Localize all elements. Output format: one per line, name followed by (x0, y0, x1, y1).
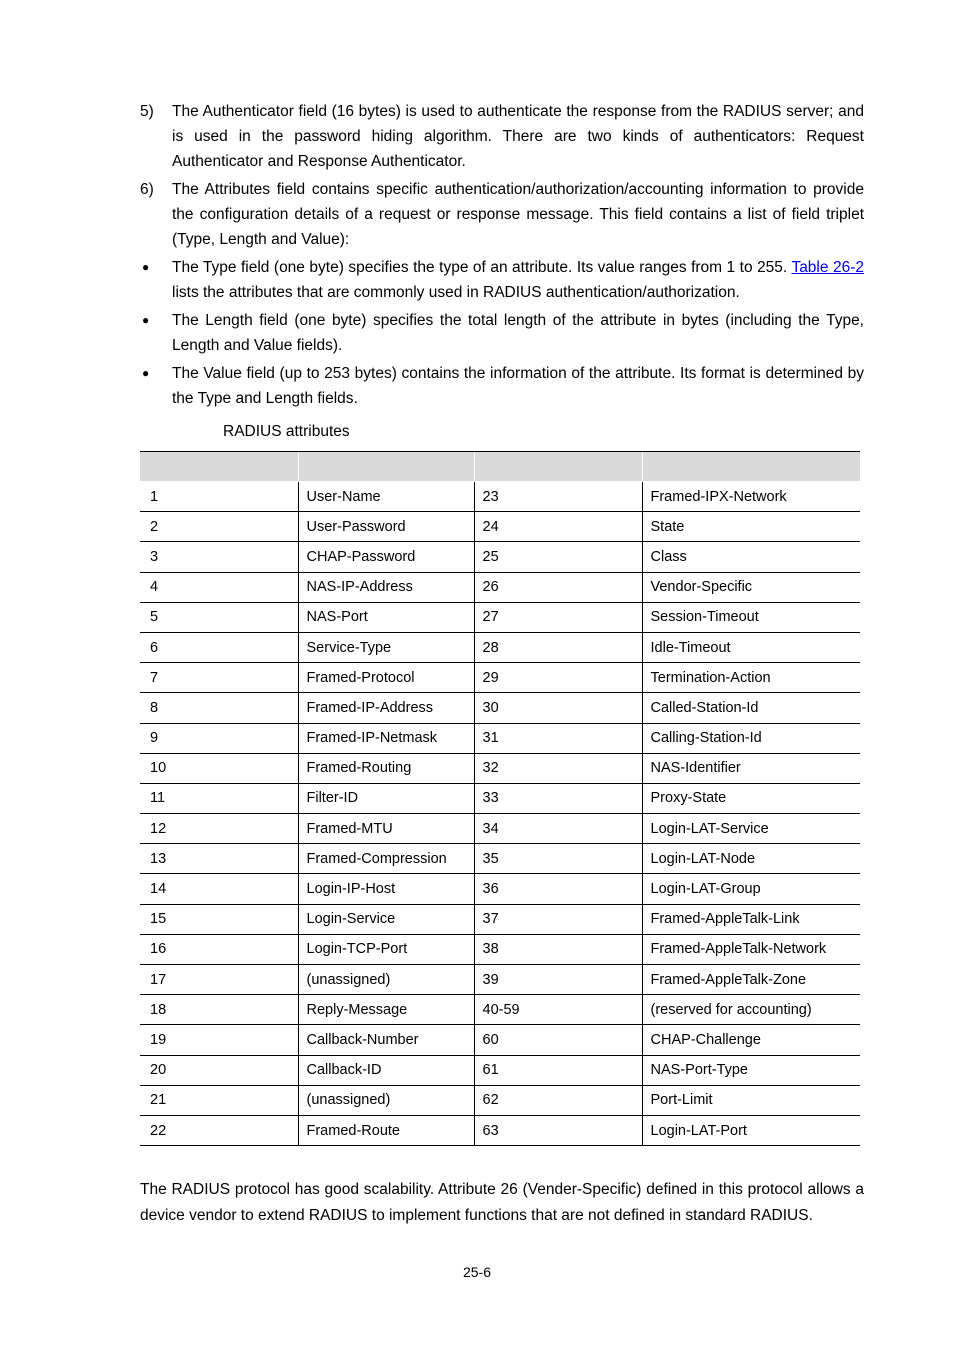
numbered-item-6 (140, 177, 864, 252)
table-cell: 1 (140, 482, 298, 512)
table-cell: Reply-Message (298, 995, 474, 1025)
table-cell: 5 (140, 602, 298, 632)
table-cell: 60 (474, 1025, 642, 1055)
table-cell: 38 (474, 934, 642, 964)
table-cell: (unassigned) (298, 965, 474, 995)
table-cell: 14 (140, 874, 298, 904)
table-cell: 24 (474, 512, 642, 542)
table-cell: 36 (474, 874, 642, 904)
item-text: The Attributes field contains specific authentication/authorization/accounting information to provide the configuration details of a request or response message. This field contains a list of field triplet (Type, Length and Value): (172, 181, 864, 248)
table-cell: User-Name (298, 482, 474, 512)
table-cell: Framed-AppleTalk-Link (642, 904, 860, 934)
table-cell: (unassigned) (298, 1085, 474, 1115)
table-cell: 12 (140, 814, 298, 844)
table-reference-link[interactable]: Table 26-2 (791, 259, 864, 276)
table-cell: Login-LAT-Group (642, 874, 860, 904)
table-cell: Callback-ID (298, 1055, 474, 1085)
item-marker: 6) (140, 181, 154, 198)
bullet-type-field (140, 255, 864, 305)
table-cell: Callback-Number (298, 1025, 474, 1055)
table-cell: 31 (474, 723, 642, 753)
table-row (140, 723, 860, 753)
table-row (140, 934, 860, 964)
table-row (140, 663, 860, 693)
table-cell: 62 (474, 1085, 642, 1115)
bullet-text (172, 255, 864, 305)
table-cell: Framed-Route (298, 1115, 474, 1145)
table-cell: Login-Service (298, 904, 474, 934)
table-cell: 39 (474, 965, 642, 995)
table-cell: 15 (140, 904, 298, 934)
table-body (140, 482, 860, 1146)
table-row (140, 1085, 860, 1115)
page-number: 25-6 (462, 1264, 492, 1280)
table-cell: Called-Station-Id (642, 693, 860, 723)
table-row (140, 753, 860, 783)
table-cell: NAS-Identifier (642, 753, 860, 783)
bullet-icon: ● (142, 313, 150, 327)
table-row (140, 1055, 860, 1085)
table-cell: Termination-Action (642, 663, 860, 693)
table-cell: 18 (140, 995, 298, 1025)
table-row (140, 844, 860, 874)
table-cell: Class (642, 542, 860, 572)
table-row (140, 572, 860, 602)
table-cell: 9 (140, 723, 298, 753)
table-cell: 28 (474, 632, 642, 662)
table-cell: 29 (474, 663, 642, 693)
closing-paragraph: The RADIUS protocol has good scalability. Attribute 26 (Vender-Specific) defined in this protocol allows a device vendor to extend RADIUS to implement functions that are not defined in standard RADIUS. (140, 1181, 864, 1224)
table-cell: Filter-ID (298, 783, 474, 813)
table-row (140, 783, 860, 813)
table-cell: 4 (140, 572, 298, 602)
table-header-row (140, 452, 860, 482)
header-cell (140, 452, 298, 482)
table-cell: Login-LAT-Node (642, 844, 860, 874)
table-cell: 19 (140, 1025, 298, 1055)
table-caption: RADIUS attributes (223, 423, 350, 440)
table-row (140, 1025, 860, 1055)
table-cell: 20 (140, 1055, 298, 1085)
table-cell: 2 (140, 512, 298, 542)
table-cell: 6 (140, 632, 298, 662)
table-cell: CHAP-Password (298, 542, 474, 572)
table-row (140, 814, 860, 844)
table-cell: 25 (474, 542, 642, 572)
table-cell: Idle-Timeout (642, 632, 860, 662)
bullet-length-field (140, 308, 864, 358)
header-cell (298, 452, 474, 482)
table-cell: 8 (140, 693, 298, 723)
table-cell: 32 (474, 753, 642, 783)
table-row (140, 482, 860, 512)
table-cell: 21 (140, 1085, 298, 1115)
table-row (140, 632, 860, 662)
table-cell: CHAP-Challenge (642, 1025, 860, 1055)
table-cell: Framed-AppleTalk-Zone (642, 965, 860, 995)
table-cell: 3 (140, 542, 298, 572)
table-cell: (reserved for accounting) (642, 995, 860, 1025)
table-row (140, 602, 860, 632)
bullet-text-part: The Type field (one byte) specifies the type of an attribute. Its value ranges from 1 to 255. (172, 259, 792, 276)
table-cell: 30 (474, 693, 642, 723)
header-cell (642, 452, 860, 482)
table-cell: 40-59 (474, 995, 642, 1025)
table-cell: Login-LAT-Service (642, 814, 860, 844)
table-cell: 11 (140, 783, 298, 813)
table-cell: 63 (474, 1115, 642, 1145)
table-cell: Framed-IPX-Network (642, 482, 860, 512)
table-cell: Calling-Station-Id (642, 723, 860, 753)
table-row (140, 904, 860, 934)
numbered-item-5 (140, 99, 864, 174)
table-cell: 35 (474, 844, 642, 874)
item-text: The Authenticator field (16 bytes) is used to authenticate the response from the RADIUS server; and is used in the password hiding algorithm. There are two kinds of authenticators: Request Authenticator and Response Authenticator. (172, 103, 864, 170)
table-cell: Service-Type (298, 632, 474, 662)
table-cell: Framed-IP-Address (298, 693, 474, 723)
table-cell: 26 (474, 572, 642, 602)
table-cell: State (642, 512, 860, 542)
bullet-text: The Value field (up to 253 bytes) contains the information of the attribute. Its format is determined by the Type and Length fields. (172, 365, 864, 407)
bullet-icon: ● (142, 260, 150, 274)
table-cell: Port-Limit (642, 1085, 860, 1115)
bullet-value-field (140, 361, 864, 411)
table-cell: 37 (474, 904, 642, 934)
table-row (140, 542, 860, 572)
table-cell: 7 (140, 663, 298, 693)
table-cell: 17 (140, 965, 298, 995)
table-cell: Framed-Compression (298, 844, 474, 874)
table-cell: NAS-Port (298, 602, 474, 632)
table-cell: 34 (474, 814, 642, 844)
table-cell: 33 (474, 783, 642, 813)
table-row (140, 512, 860, 542)
bullet-text-part: lists the attributes that are commonly used in RADIUS authentication/authorization. (172, 284, 740, 301)
table-row (140, 995, 860, 1025)
table-cell: Login-IP-Host (298, 874, 474, 904)
table-cell: Framed-MTU (298, 814, 474, 844)
table-cell: Proxy-State (642, 783, 860, 813)
table-cell: 27 (474, 602, 642, 632)
table-row (140, 1115, 860, 1145)
table-cell: 22 (140, 1115, 298, 1145)
table-row (140, 874, 860, 904)
item-marker: 5) (140, 103, 154, 120)
header-cell (474, 452, 642, 482)
table-cell: Login-TCP-Port (298, 934, 474, 964)
table-row (140, 693, 860, 723)
bullet-icon: ● (142, 366, 150, 380)
bullet-text: The Length field (one byte) specifies the total length of the attribute in bytes (including the Type, Length and Value fields). (172, 312, 864, 354)
table-cell: Login-LAT-Port (642, 1115, 860, 1145)
radius-attributes-table (140, 451, 860, 1146)
table-cell: Session-Timeout (642, 602, 860, 632)
table-cell: User-Password (298, 512, 474, 542)
table-cell: Framed-AppleTalk-Network (642, 934, 860, 964)
table-cell: 16 (140, 934, 298, 964)
table-cell: NAS-IP-Address (298, 572, 474, 602)
table-cell: 61 (474, 1055, 642, 1085)
table-row (140, 965, 860, 995)
table-cell: 10 (140, 753, 298, 783)
table-cell: Framed-IP-Netmask (298, 723, 474, 753)
table-cell: Framed-Routing (298, 753, 474, 783)
table-cell: NAS-Port-Type (642, 1055, 860, 1085)
table-cell: 13 (140, 844, 298, 874)
table-cell: Framed-Protocol (298, 663, 474, 693)
table-cell: Vendor-Specific (642, 572, 860, 602)
table-cell: 23 (474, 482, 642, 512)
